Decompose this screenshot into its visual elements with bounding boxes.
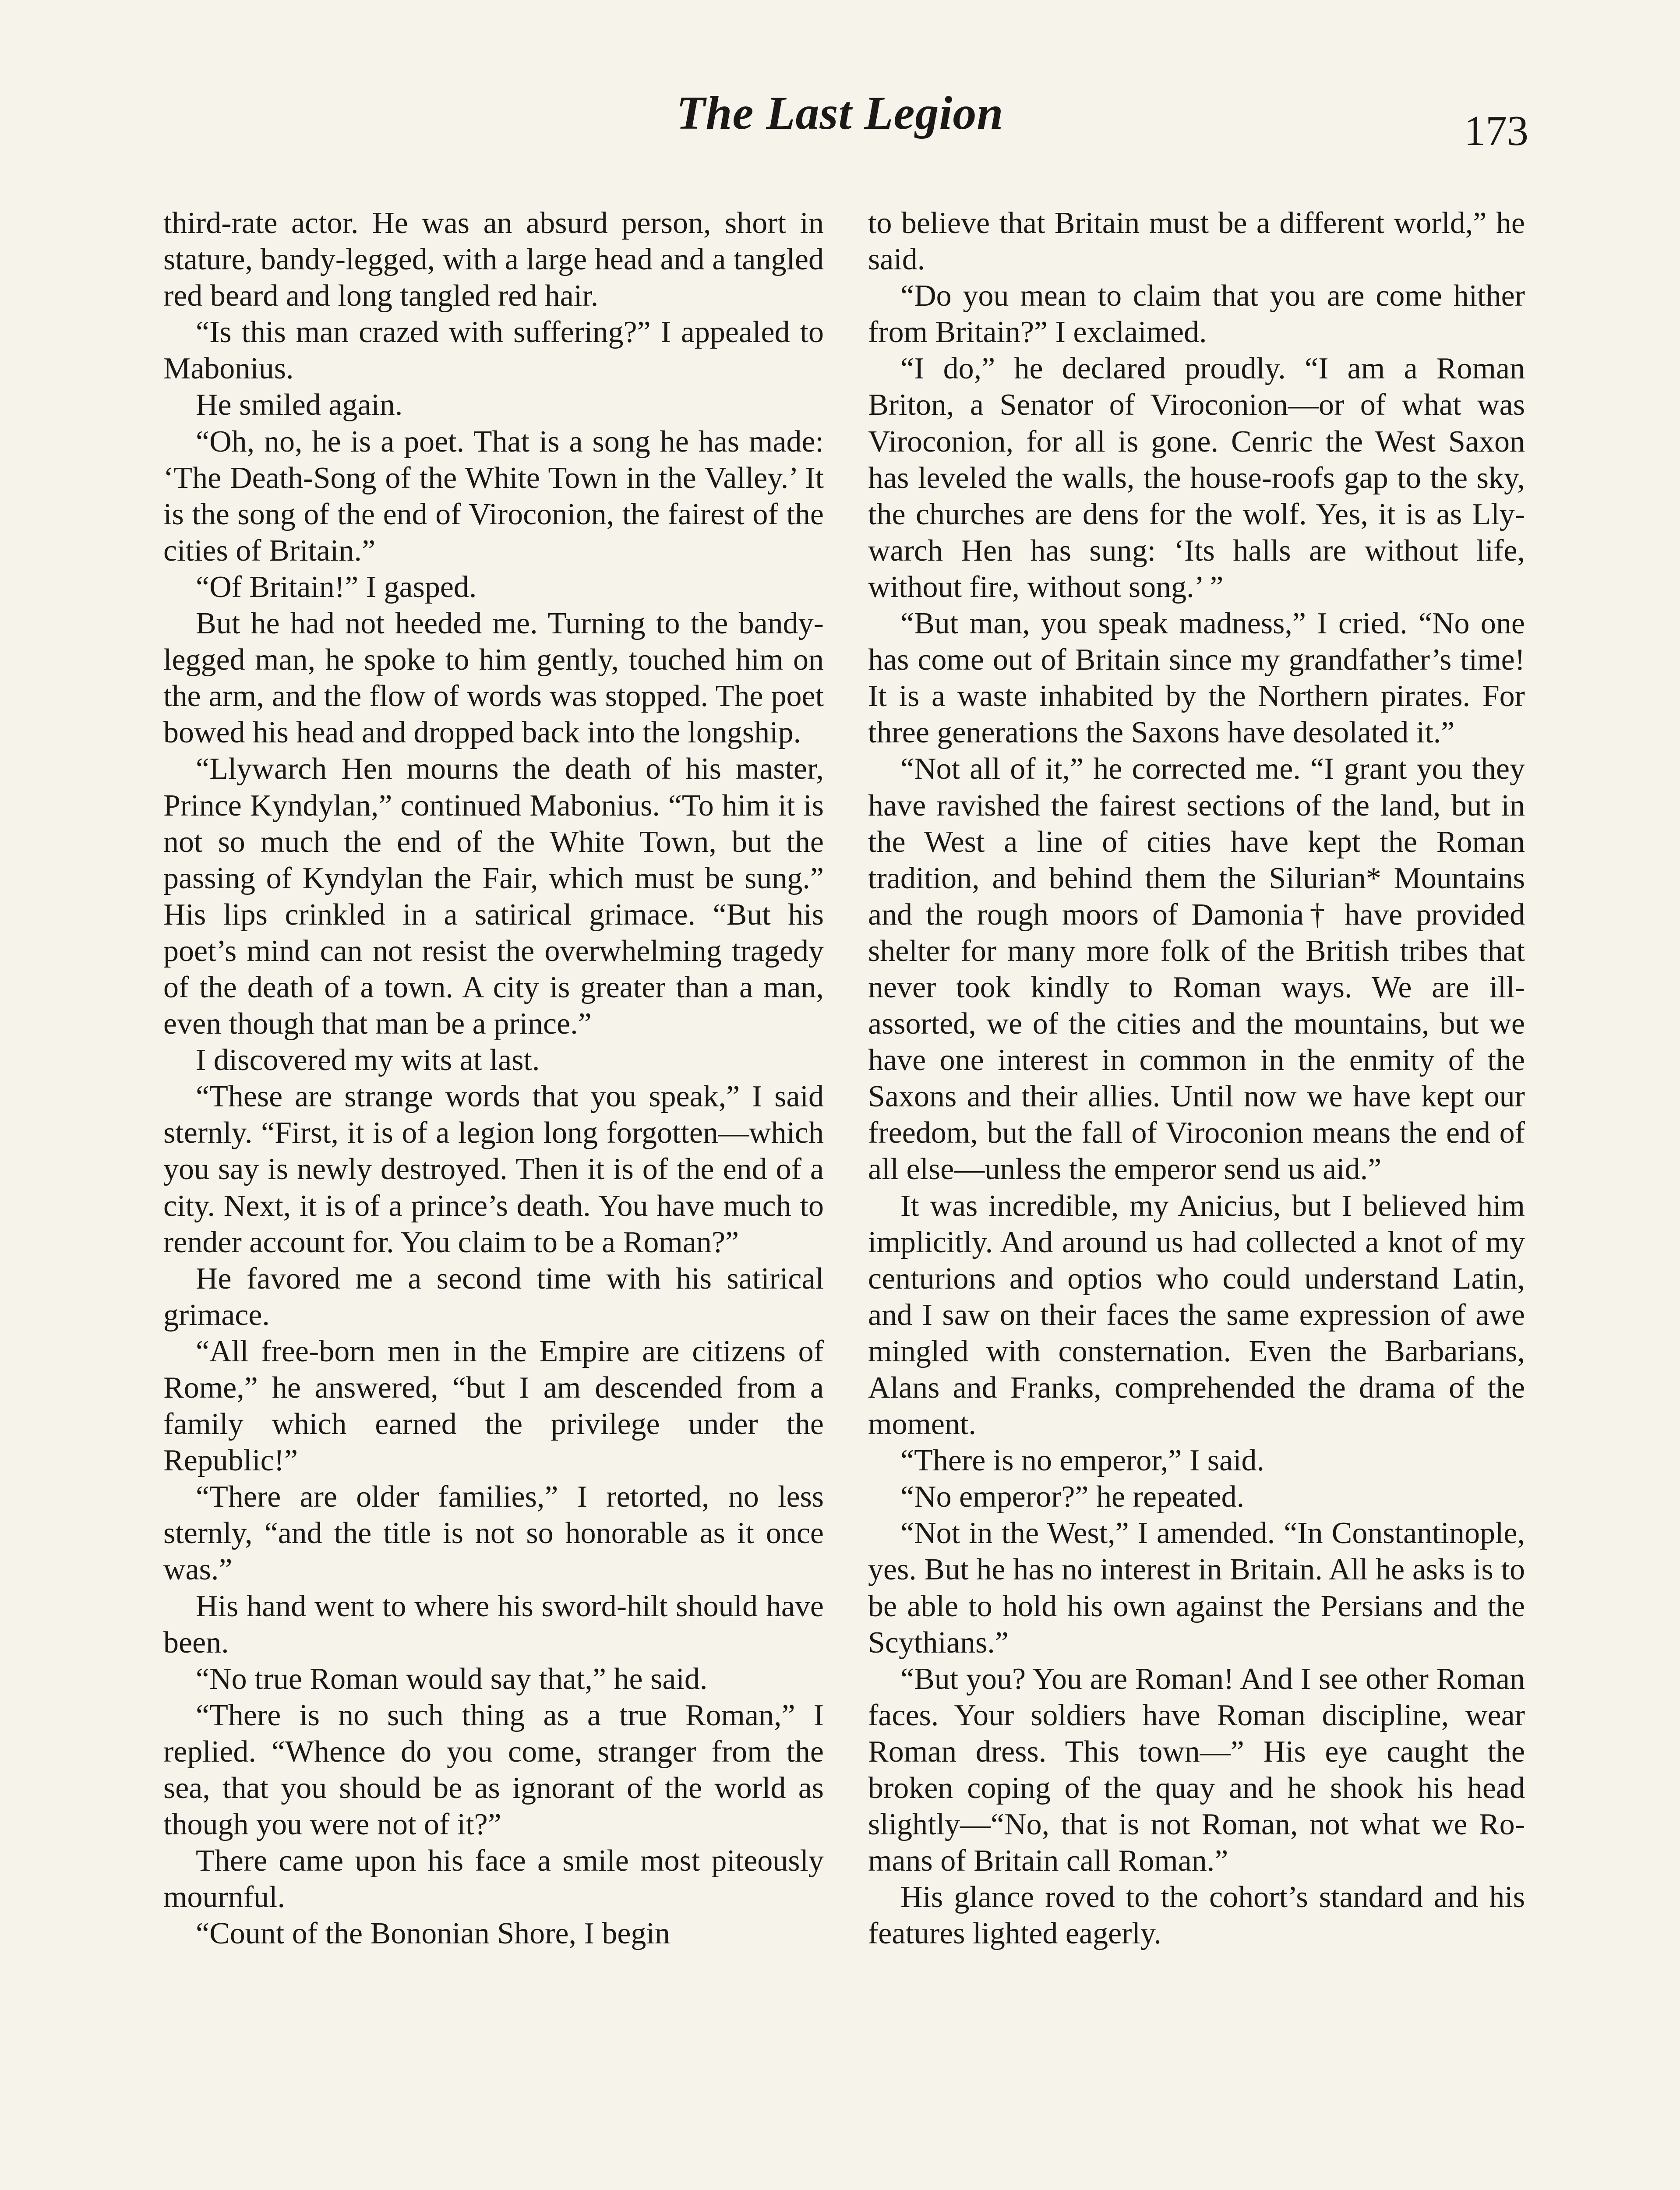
paragraph: “Count of the Bononian Shore, I begin: [196, 1917, 670, 1951]
paragraph: to believe that Britain must be a different world,” he said.: [868, 206, 1525, 277]
paragraph: “All free-born men in the Empire are citizens of Rome,” he answered, “but I am descended from a family which earned the privilege under the Republic!”: [163, 1334, 824, 1478]
paragraph: There came upon his face a smile most piteously mournful.: [163, 1844, 824, 1914]
paragraph: “No true Roman would say that,” he said.: [196, 1662, 708, 1696]
paragraph: “There are older families,” I retorted, no less sternly, “and the title is not so honorable as it once was.”: [163, 1480, 824, 1587]
paragraph: “Do you mean to claim that you are come hither from Britain?” I exclaimed.: [868, 279, 1525, 350]
paragraph: “These are strange words that you speak,” I said sternly. “First, it is of a legion long forgotten—which you say is newly destroyed. Then it is of the end of a city. Next, it is of a prince’s death. You have much to render account for. You claim to be a Roman?”: [163, 1080, 824, 1259]
left-column: [163, 205, 824, 1952]
paragraph: His glance roved to the cohort’s standard and his features lighted eagerly.: [868, 1880, 1525, 1951]
paragraph: He favored me a second time with his satirical grimace.: [163, 1261, 824, 1332]
paragraph: I discovered my wits at last.: [196, 1043, 540, 1077]
paragraph: It was incredible, my Anicius, but I believed him implicitly. And around us had collected a knot of my centurions and optios who could understand Latin, and I saw on their faces the same expression of awe mingled with consternation. Even the Barbarians, Alans and Franks, comprehended the drama of the moment.: [868, 1189, 1525, 1441]
paragraph: “Not in the West,” I amended. “In Constantinople, yes. But he has no interest in Britain. All he asks is to be able to hold his own against the Persians and the Scythians.”: [868, 1516, 1525, 1660]
paragraph: third-rate actor. He was an absurd person, short in stature, bandy-legged, with a large head and a tangled red beard and long tangled red hair.: [163, 206, 824, 313]
paragraph: “But you? You are Roman! And I see other Roman faces. Your soldiers have Roman discipline, wear Roman dress. This town—” His eye caught the broken coping of the quay and he shook his head slightly—“No, that is not Roman, not what we Romans of Britain call Roman.”: [868, 1662, 1525, 1878]
right-column: [868, 205, 1525, 1952]
paragraph: “Is this man crazed with suffering?” I appealed to Mabonius.: [163, 315, 824, 386]
paragraph: “I do,” he declared proudly. “I am a Roman Briton, a Senator of Viroconion—or of what was Viroconion, for all is gone. Cenric the West Saxon has leveled the walls, the house-roofs gap to the sky, the churches are dens for the wolf. Yes, it is as Llywarch Hen has sung: ‘Its halls are without life, without fire, without song.’ ”: [868, 352, 1525, 604]
paragraph: “Oh, no, he is a poet. That is a song he has made: ‘The Death-Song of the White Town in the Valley.’ It is the song of the end of Viroconion, the fairest of the cities of Britain.”: [163, 424, 824, 568]
paragraph: His hand went to where his sword-hilt should have been.: [163, 1589, 824, 1660]
page-number: 173: [1464, 107, 1528, 155]
paragraph: “No emperor?” he repeated.: [900, 1480, 1245, 1514]
paragraph: “Of Britain!” I gasped.: [196, 570, 477, 604]
paragraph: “Llywarch Hen mourns the death of his master, Prince Kyndylan,” continued Mabonius. “To him it is not so much the end of the White Town, but the passing of Kyndylan the Fair, which must be sung.” His lips crinkled in a satirical grimace. “But his poet’s mind can not resist the overwhelming tragedy of the death of a town. A city is greater than a man, even though that man be a prince.”: [163, 752, 824, 1041]
paragraph: But he had not heeded me. Turning to the bandy-legged man, he spoke to him gently, touched him on the arm, and the flow of words was stopped. The poet bowed his head and dropped back into the longship.: [163, 607, 824, 750]
paragraph: “There is no such thing as a true Roman,” I replied. “Whence do you come, stranger from the sea, that you should be as ignorant of the world as though you were not of it?”: [163, 1698, 824, 1842]
paragraph: He smiled again.: [196, 388, 403, 422]
paragraph: “Not all of it,” he corrected me. “I grant you they have ravished the fairest sections of the land, but in the West a line of cities have kept the Roman tradition, and behind them the Silurian* Mountains and the rough moors of Damonia† have provided shelter for many more folk of the British tribes that never took kindly to Roman ways. We are ill-assorted, we of the cities and the mountains, but we have one interest in common in the enmity of the Saxons and their allies. Until now we have kept our freedom, but the fall of Viroconion means the end of all else—unless the emperor send us aid.”: [868, 752, 1525, 1187]
paragraph: “There is no emperor,” I said.: [900, 1444, 1265, 1478]
page-title: The Last Legion: [676, 87, 1004, 139]
paragraph: “But man, you speak madness,” I cried. “No one has come out of Britain since my grandfather’s time! It is a waste inhabited by the Northern pirates. For three generations the Saxons have desolated it.”: [868, 607, 1525, 750]
